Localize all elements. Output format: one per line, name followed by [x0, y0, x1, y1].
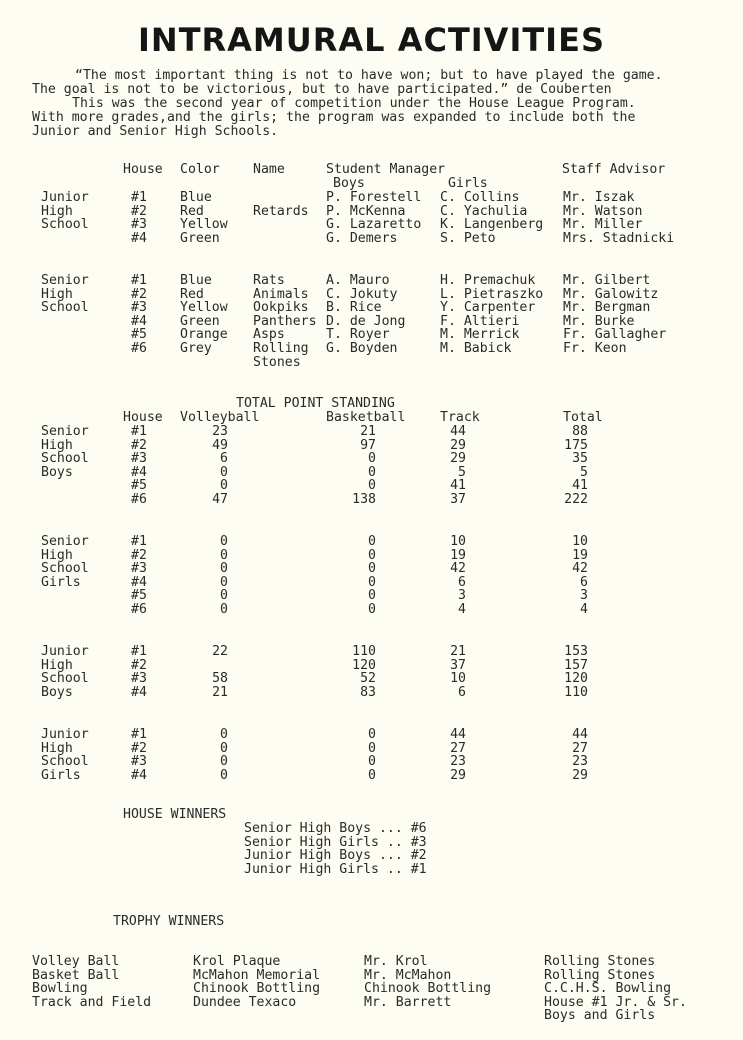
house-number: #4 [131, 230, 147, 246]
house-name: Retards [253, 203, 309, 219]
house-number: #4 [131, 313, 147, 329]
trophy-donor: Mr. McMahon [364, 967, 452, 983]
track-points: 6 [458, 684, 466, 700]
house-number: #3 [131, 217, 147, 233]
track-points: 44 [450, 727, 466, 742]
trophy-event: Volley Ball [32, 954, 120, 969]
basketball-points: 0 [368, 464, 376, 480]
house-color: Grey [180, 341, 212, 356]
volleyball-points: 49 [212, 437, 228, 453]
total-points: 175 [564, 437, 588, 453]
house-number: #5 [131, 588, 147, 604]
boys-manager: G. Boyden [326, 341, 398, 356]
trophy-name: Chinook Bottling [193, 981, 321, 997]
girls-manager: M. Babick [440, 341, 512, 356]
col-header-track: Track [440, 410, 480, 425]
total-points: 41 [572, 478, 588, 494]
group-label: Senior [41, 534, 89, 549]
total-points: 110 [564, 684, 588, 700]
volleyball-points: 0 [220, 754, 228, 770]
trophy-event: Bowling [32, 981, 88, 997]
boys-manager: D. de Jong [326, 313, 406, 329]
group-label: High [41, 740, 73, 756]
house-number: #6 [131, 602, 147, 617]
boys-manager: P. Forestell [326, 190, 422, 205]
intro-line: This was the second year of competition under the House League Program. [72, 96, 636, 111]
volleyball-points: 22 [212, 644, 228, 659]
group-label: School [41, 561, 89, 577]
house-number: #2 [131, 740, 147, 756]
basketball-points: 0 [368, 561, 376, 577]
girls-manager: F. Altieri [440, 313, 520, 329]
total-points: 10 [572, 534, 588, 549]
total-points: 153 [564, 644, 588, 659]
girls-manager: K. Langenberg [440, 217, 544, 233]
trophy-event: Basket Ball [32, 967, 120, 983]
standing-title: TOTAL POINT STANDING [236, 396, 395, 411]
house-number: #3 [131, 754, 147, 770]
total-points: 44 [572, 727, 588, 742]
basketball-points: 0 [368, 588, 376, 604]
girls-manager: L. Pietraszko [440, 286, 544, 302]
intro-line: “The most important thing is not to have won; but to have played the game. [75, 68, 663, 83]
trophy-winner: Rolling Stones [544, 954, 656, 969]
volleyball-points: 6 [220, 451, 228, 467]
basketball-points: 120 [352, 657, 376, 673]
group-label: Boys [41, 464, 73, 480]
basketball-points: 0 [368, 767, 376, 783]
trophy-name: McMahon Memorial [193, 967, 321, 983]
volleyball-points: 0 [220, 727, 228, 742]
group-label: School [41, 754, 89, 770]
house-color: Yellow [180, 300, 228, 316]
house-number: #3 [131, 671, 147, 687]
track-points: 44 [450, 424, 466, 439]
house-number: #6 [131, 341, 147, 356]
volleyball-points: 21 [212, 684, 228, 700]
basketball-points: 83 [360, 684, 376, 700]
group-label: Junior [41, 727, 89, 742]
total-points: 157 [564, 657, 588, 673]
girls-manager: S. Peto [440, 230, 496, 246]
group-label: Boys [41, 684, 73, 700]
col-header-volleyball: Volleyball [180, 410, 260, 425]
girls-manager: M. Merrick [440, 327, 520, 343]
volleyball-points: 0 [220, 464, 228, 480]
col-header-girls: Girls [448, 176, 488, 191]
basketball-points: 0 [368, 740, 376, 756]
track-points: 37 [450, 492, 466, 507]
total-points: 42 [572, 561, 588, 577]
house-number: #1 [131, 190, 147, 205]
school-label: High [41, 286, 73, 302]
house-number: #2 [131, 657, 147, 673]
basketball-points: 0 [368, 574, 376, 590]
boys-manager: G. Lazaretto [326, 217, 422, 233]
boys-manager: T. Royer [326, 327, 390, 343]
col-header-boys: Boys [333, 176, 365, 191]
volleyball-points: 0 [220, 547, 228, 563]
house-number: #2 [131, 547, 147, 563]
house-winners-title: HOUSE WINNERS [123, 807, 227, 822]
trophy-winner: Boys and Girls [544, 1008, 656, 1024]
volleyball-points: 0 [220, 602, 228, 617]
group-label: High [41, 657, 73, 673]
boys-manager: G. Demers [326, 230, 398, 246]
track-points: 41 [450, 478, 466, 494]
basketball-points: 0 [368, 478, 376, 494]
boys-manager: C. Jokuty [326, 286, 398, 302]
girls-manager: C. Collins [440, 190, 520, 205]
track-points: 42 [450, 561, 466, 577]
trophy-donor: Mr. Krol [364, 954, 428, 969]
total-points: 19 [572, 547, 588, 563]
basketball-points: 0 [368, 727, 376, 742]
house-name: Animals [253, 286, 309, 302]
group-label: High [41, 547, 73, 563]
basketball-points: 0 [368, 547, 376, 563]
trophy-winner: Rolling Stones [544, 967, 656, 983]
group-label: School [41, 451, 89, 467]
track-points: 3 [458, 588, 466, 604]
group-label: High [41, 437, 73, 453]
house-number: #4 [131, 684, 147, 700]
total-points: 6 [580, 574, 588, 590]
total-points: 120 [564, 671, 588, 687]
staff-advisor: Mr. Miller [563, 217, 643, 233]
total-points: 27 [572, 740, 588, 756]
group-label: Senior [41, 424, 89, 439]
group-label: Girls [41, 767, 81, 783]
house-number: #2 [131, 203, 147, 219]
track-points: 19 [450, 547, 466, 563]
total-points: 5 [580, 464, 588, 480]
school-label: School [41, 217, 89, 233]
intro-line: With more grades,and the girls; the program was expanded to include both the [32, 110, 636, 125]
trophy-donor: Mr. Barrett [364, 994, 452, 1010]
house-color: Green [180, 313, 220, 329]
staff-advisor: Mrs. Stadnicki [563, 230, 675, 246]
basketball-points: 110 [352, 644, 376, 659]
house-name: Ookpiks [253, 300, 309, 316]
basketball-points: 138 [352, 492, 376, 507]
total-points: 29 [572, 767, 588, 783]
school-label: High [41, 203, 73, 219]
intro-line: Junior and Senior High Schools. [32, 124, 279, 139]
trophy-winner: House #1 Jr. & Sr. [544, 994, 687, 1010]
staff-advisor: Fr. Gallagher [563, 327, 667, 343]
volleyball-points: 58 [212, 671, 228, 687]
basketball-points: 52 [360, 671, 376, 687]
house-winner-item: Junior High Girls .. #1 [244, 861, 427, 877]
house-color: Red [180, 286, 204, 302]
house-color: Green [180, 230, 220, 246]
house-number: #5 [131, 478, 147, 494]
house-number: #6 [131, 492, 147, 507]
house-name: Asps [253, 327, 285, 343]
total-points: 35 [572, 451, 588, 467]
page-title: INTRAMURAL ACTIVITIES [138, 21, 605, 59]
house-number: #4 [131, 574, 147, 590]
track-points: 5 [458, 464, 466, 480]
basketball-points: 97 [360, 437, 376, 453]
volleyball-points: 0 [220, 740, 228, 756]
house-number: #5 [131, 327, 147, 343]
house-number: #1 [131, 534, 147, 549]
house-winner-item: Senior High Girls .. #3 [244, 834, 427, 850]
volleyball-points: 0 [220, 574, 228, 590]
trophy-winner: C.C.H.S. Bowling [544, 981, 672, 997]
track-points: 6 [458, 574, 466, 590]
staff-advisor: Mr. Iszak [563, 190, 635, 205]
basketball-points: 21 [360, 424, 376, 439]
staff-advisor: Mr. Galowitz [563, 286, 659, 302]
boys-manager: A. Mauro [326, 273, 390, 288]
volleyball-points: 0 [220, 534, 228, 549]
col-header-color: Color [180, 162, 220, 177]
group-label: Girls [41, 574, 81, 590]
track-points: 10 [450, 671, 466, 687]
total-points: 88 [572, 424, 588, 439]
col-header-manager: Student Manager [326, 162, 446, 177]
col-header-total: Total [563, 410, 603, 425]
house-color: Blue [180, 273, 212, 288]
intro-line: The goal is not to be victorious, but to have participated.” de Couberten [32, 82, 612, 97]
house-number: #2 [131, 437, 147, 453]
volleyball-points: 0 [220, 767, 228, 783]
house-name: Rats [253, 273, 285, 288]
track-points: 10 [450, 534, 466, 549]
basketball-points: 0 [368, 534, 376, 549]
boys-manager: P. McKenna [326, 203, 406, 219]
col-header-house: House [123, 410, 163, 425]
girls-manager: H. Premachuk [440, 273, 536, 288]
col-header-advisor: Staff Advisor [562, 162, 666, 177]
trophy-event: Track and Field [32, 994, 152, 1010]
track-points: 27 [450, 740, 466, 756]
track-points: 29 [450, 767, 466, 783]
staff-advisor: Mr. Watson [563, 203, 643, 219]
house-number: #4 [131, 767, 147, 783]
house-color: Yellow [180, 217, 228, 233]
house-number: #1 [131, 727, 147, 742]
trophy-name: Krol Plaque [193, 954, 281, 969]
col-header-basketball: Basketball [326, 410, 406, 425]
volleyball-points: 0 [220, 588, 228, 604]
col-header-name: Name [253, 162, 285, 177]
house-color: Red [180, 203, 204, 219]
staff-advisor: Mr. Burke [563, 313, 635, 329]
house-winner-item: Junior High Boys ... #2 [244, 848, 427, 864]
school-label: School [41, 300, 89, 316]
house-number: #1 [131, 644, 147, 659]
group-label: School [41, 671, 89, 687]
staff-advisor: Fr. Keon [563, 341, 627, 356]
total-points: 222 [564, 492, 588, 507]
col-header-house: House [123, 162, 163, 177]
volleyball-points: 47 [212, 492, 228, 507]
girls-manager: C. Yachulia [440, 203, 528, 219]
track-points: 37 [450, 657, 466, 673]
basketball-points: 0 [368, 451, 376, 467]
house-number: #1 [131, 273, 147, 288]
track-points: 23 [450, 754, 466, 770]
girls-manager: Y. Carpenter [440, 300, 536, 316]
house-number: #2 [131, 286, 147, 302]
house-number: #3 [131, 300, 147, 316]
track-points: 29 [450, 437, 466, 453]
group-label: Junior [41, 644, 89, 659]
house-number: #3 [131, 451, 147, 467]
basketball-points: 0 [368, 754, 376, 770]
house-winner-item: Senior High Boys ... #6 [244, 821, 427, 836]
house-number: #4 [131, 464, 147, 480]
house-color: Blue [180, 190, 212, 205]
trophy-winners-title: TROPHY WINNERS [113, 914, 225, 929]
volleyball-points: 0 [220, 561, 228, 577]
house-number: #1 [131, 424, 147, 439]
house-name: Rolling [253, 341, 309, 356]
trophy-donor: Chinook Bottling [364, 981, 492, 997]
house-color: Orange [180, 327, 228, 343]
total-points: 4 [580, 602, 588, 617]
house-name: Stones [253, 354, 301, 370]
boys-manager: B. Rice [326, 300, 382, 316]
school-label: Junior [41, 190, 89, 205]
staff-advisor: Mr. Gilbert [563, 273, 651, 288]
total-points: 3 [580, 588, 588, 604]
track-points: 29 [450, 451, 466, 467]
basketball-points: 0 [368, 602, 376, 617]
volleyball-points: 23 [212, 424, 228, 439]
trophy-name: Dundee Texaco [193, 994, 297, 1010]
school-label: Senior [41, 273, 89, 288]
track-points: 4 [458, 602, 466, 617]
house-name: Panthers [253, 313, 317, 329]
staff-advisor: Mr. Bergman [563, 300, 651, 316]
track-points: 21 [450, 644, 466, 659]
total-points: 23 [572, 754, 588, 770]
house-number: #3 [131, 561, 147, 577]
volleyball-points: 0 [220, 478, 228, 494]
